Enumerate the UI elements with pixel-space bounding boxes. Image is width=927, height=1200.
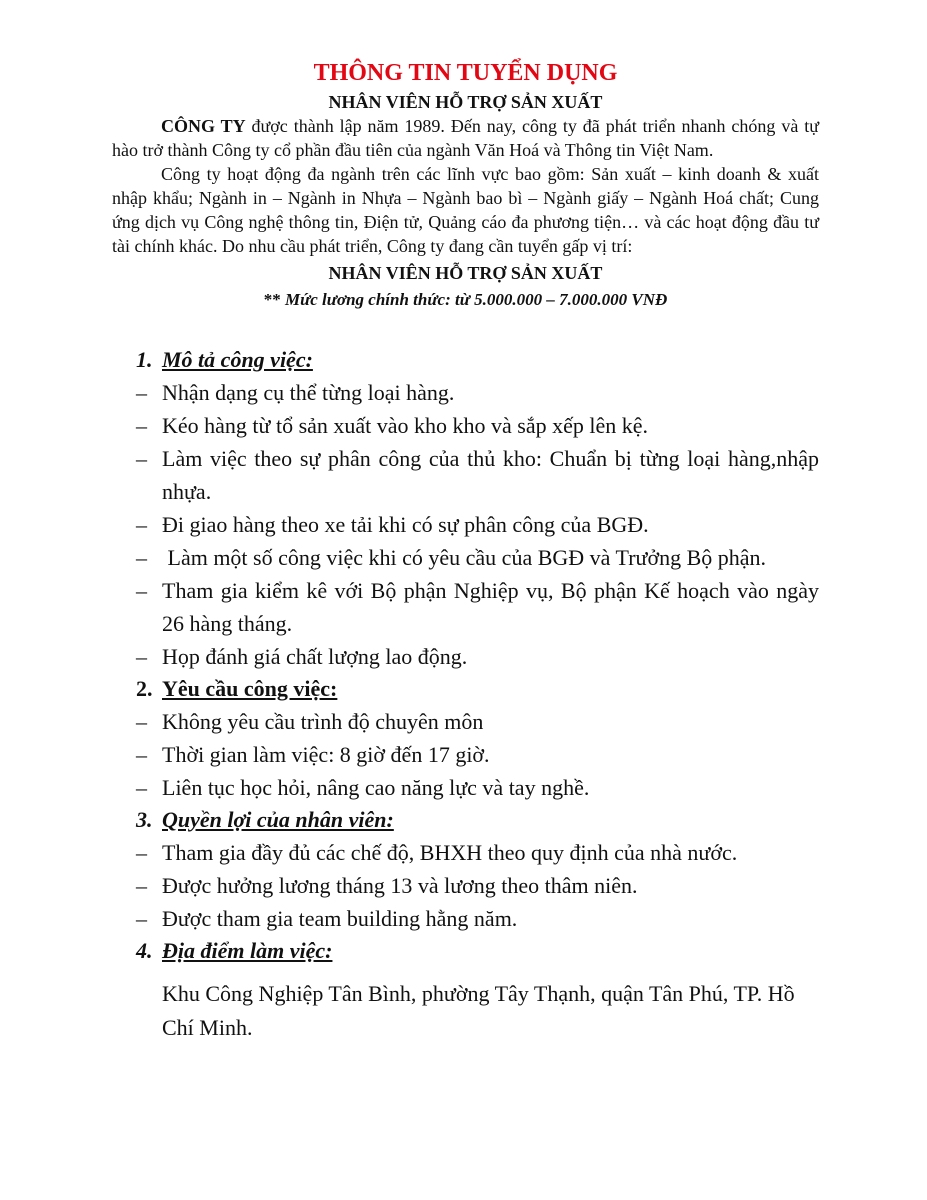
page-subtitle: NHÂN VIÊN HỖ TRỢ SẢN XUẤT xyxy=(328,92,603,112)
list-item xyxy=(136,541,819,574)
list-item xyxy=(136,574,819,640)
section-heading-text: Quyền lợi của nhân viên: xyxy=(162,807,394,832)
section-number: 1. xyxy=(136,347,153,372)
dash-bullet: – xyxy=(136,873,147,898)
list-item-text: Tham gia đầy đủ các chế độ, BHXH theo quy định của nhà nước. xyxy=(162,840,738,865)
section-heading xyxy=(136,935,819,967)
section-work-location xyxy=(136,935,819,1045)
section-job-requirements xyxy=(136,673,819,804)
page-title: THÔNG TIN TUYỂN DỤNG xyxy=(313,60,618,86)
list-item-text: Tham gia kiểm kê với Bộ phận Nghiệp vụ, Bộ phận Kế hoạch vào ngày 26 hàng tháng. xyxy=(162,578,819,636)
section-employee-benefits xyxy=(136,804,819,935)
list-item-text: Liên tục học hỏi, nâng cao năng lực và tay nghề. xyxy=(162,775,590,800)
list-item xyxy=(136,409,819,442)
list-item-text: Được hưởng lương tháng 13 và lương theo thâm niên. xyxy=(162,873,638,898)
company-name: CÔNG TY xyxy=(161,116,246,136)
dash-bullet: – xyxy=(136,840,147,865)
list-item-text: Được tham gia team building hằng năm. xyxy=(162,906,518,931)
dash-bullet: – xyxy=(136,906,147,931)
section-number: 2. xyxy=(136,676,153,701)
dash-bullet: – xyxy=(136,545,147,570)
list-item-text: Họp đánh giá chất lượng lao động. xyxy=(162,644,468,669)
section-number: 3. xyxy=(136,807,153,832)
dash-bullet: – xyxy=(136,512,147,537)
section-heading-text: Mô tả công việc: xyxy=(162,347,313,372)
section-number: 4. xyxy=(136,938,153,963)
list-item-text: Thời gian làm việc: 8 giờ đến 17 giờ. xyxy=(162,742,490,767)
list-item xyxy=(136,705,819,738)
list-item xyxy=(136,640,819,673)
dash-bullet: – xyxy=(136,578,147,603)
dash-bullet: – xyxy=(136,644,147,669)
list-item-text: Đi giao hàng theo xe tải khi có sự phân công của BGĐ. xyxy=(162,512,649,537)
list-item-text: Nhận dạng cụ thể từng loại hàng. xyxy=(162,380,455,405)
dash-bullet: – xyxy=(136,742,147,767)
work-address: Khu Công Nghiệp Tân Bình, phường Tây Thạnh, quận Tân Phú, TP. Hồ Chí Minh. xyxy=(162,981,795,1040)
dash-bullet: – xyxy=(136,413,147,438)
list-item-text: Làm việc theo sự phân công của thủ kho: Chuẩn bị từng loại hàng,nhập nhựa. xyxy=(162,446,819,504)
section-job-description xyxy=(136,344,819,673)
section-heading-text: Yêu cầu công việc: xyxy=(162,676,338,701)
list-item-text: Không yêu cầu trình độ chuyên môn xyxy=(162,709,484,734)
list-item-text: Làm một số công việc khi có yêu cầu của BGĐ và Trưởng Bộ phận. xyxy=(162,545,767,570)
company-intro xyxy=(112,114,819,258)
salary-text: Mức lương chính thức: từ 5.000.000 – 7.000.000 VNĐ xyxy=(284,290,668,309)
dash-bullet: – xyxy=(136,380,147,405)
list-item xyxy=(136,738,819,771)
intro-paragraph-1 xyxy=(112,114,819,162)
position-title: NHÂN VIÊN HỖ TRỢ SẢN XUẤT xyxy=(328,263,603,283)
dash-bullet: – xyxy=(136,775,147,800)
section-heading xyxy=(136,344,819,376)
list-item xyxy=(136,442,819,508)
section-heading-text: Địa điểm làm việc: xyxy=(162,938,333,963)
list-item-text: Kéo hàng từ tổ sản xuất vào kho kho và sắp xếp lên kệ. xyxy=(162,413,649,438)
list-item xyxy=(136,902,819,935)
intro-paragraph-1-text: được thành lập năm 1989. Đến nay, công ty đã phát triển nhanh chóng và tự hào trở thành Công ty cổ phần đầu tiên của ngành Văn Hoá và Thông tin Việt Nam. xyxy=(112,116,819,160)
list-item xyxy=(136,836,819,869)
list-item xyxy=(136,508,819,541)
dash-bullet: – xyxy=(136,446,147,471)
section-list xyxy=(136,376,819,673)
list-item xyxy=(136,869,819,902)
list-item xyxy=(136,771,819,804)
list-item xyxy=(136,376,819,409)
salary-line xyxy=(112,288,819,312)
intro-paragraph-2: Công ty hoạt động đa ngành trên các lĩnh vực bao gồm: Sản xuất – kinh doanh & xuất nhập khẩu; Ngành in – Ngành in Nhựa – Ngành bao bì – Ngành giấy – Ngành Hoá chất; Cung ứng dịch vụ Công nghệ thông tin, Điện tử, Quảng cáo đa phương tiện… và các hoạt động đầu tư tài chính khác. Do nhu cầu phát triển, Công ty đang cần tuyển gấp vị trí: xyxy=(112,164,819,256)
dash-bullet: – xyxy=(136,709,147,734)
job-sections xyxy=(112,344,819,1045)
section-heading xyxy=(136,673,819,705)
salary-stars: ** xyxy=(263,290,281,309)
section-heading xyxy=(136,804,819,836)
section-list xyxy=(136,836,819,935)
section-list xyxy=(136,705,819,804)
